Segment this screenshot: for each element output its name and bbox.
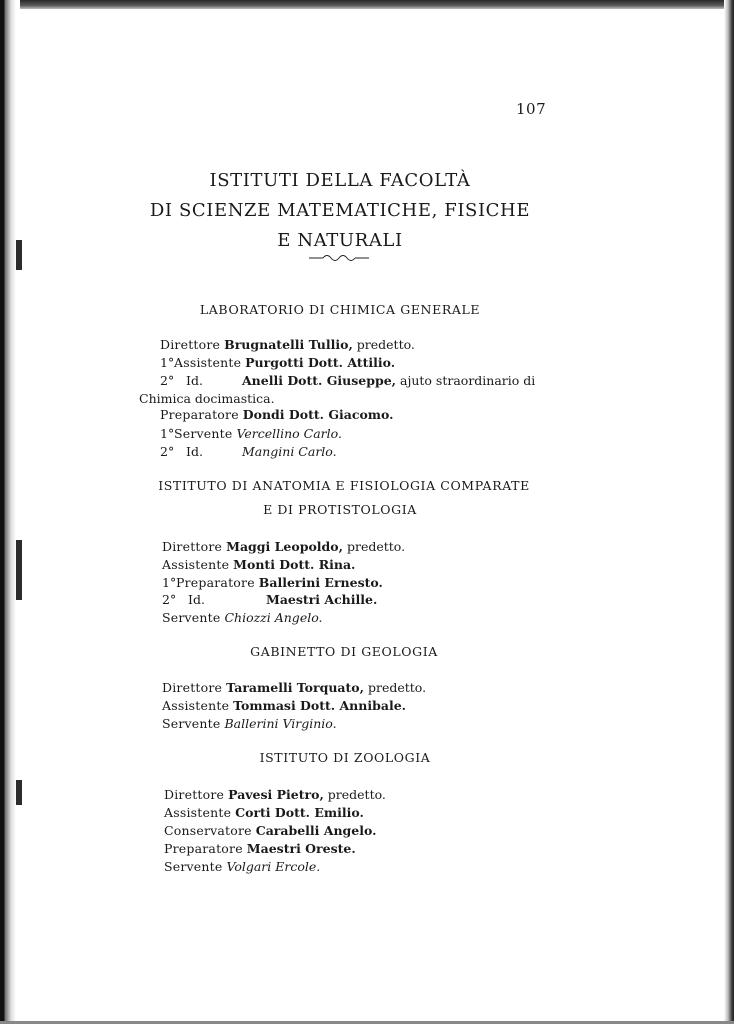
staff-entry <box>162 538 405 556</box>
role-label: Servente <box>174 426 233 441</box>
note: predetto. <box>356 337 415 352</box>
role-label: Preparatore <box>176 575 255 590</box>
staff-entry-continuation: Chimica docimastica. <box>139 391 275 406</box>
person-name: Taramelli Torquato, <box>226 680 364 695</box>
staff-entry <box>162 679 426 697</box>
role-label: Preparatore <box>164 841 243 856</box>
section-title-anatomia-sub: E DI PROTISTOLOGIA <box>263 502 417 517</box>
person-name: Ballerini Ernesto. <box>258 575 383 590</box>
staff-entry <box>164 822 376 840</box>
scan-edge-right <box>724 0 734 1024</box>
staff-entry <box>162 715 337 733</box>
role-label: Assistente <box>162 557 230 572</box>
person-name: Monti Dott. Rina. <box>233 557 356 572</box>
person-name: Purgotti Dott. Attilio. <box>245 355 396 370</box>
role-label: Servente <box>162 716 221 731</box>
ordinal: 1° <box>162 575 177 590</box>
person-name: Anelli Dott. Giuseppe, <box>241 373 397 388</box>
role-label: Direttore <box>164 787 225 802</box>
note: predetto. <box>327 787 386 802</box>
ordinal: 1° <box>160 426 175 441</box>
person-name: Chiozzi Angelo. <box>224 610 323 625</box>
title-line: E NATURALI <box>277 230 403 251</box>
person-name: Volgari Ercole. <box>226 859 321 874</box>
role-label: Servente <box>164 859 223 874</box>
title-line: ISTITUTI DELLA FACOLTÀ <box>209 170 471 191</box>
person-name: Pavesi Pietro, <box>228 787 324 802</box>
id-label: Id. <box>186 444 203 459</box>
role-label: Direttore <box>162 680 223 695</box>
staff-entry <box>160 336 415 354</box>
ordinal: 1° <box>160 355 175 370</box>
title-line: DI SCIENZE MATEMATICHE, FISICHE <box>149 200 531 221</box>
person-name: Maestri Oreste. <box>246 841 356 856</box>
scan-edge-top <box>0 0 734 9</box>
staff-entry <box>162 556 355 574</box>
ornament-divider <box>309 252 369 264</box>
person-name: Vercellino Carlo. <box>236 426 342 441</box>
staff-entry <box>162 609 323 627</box>
section-title-geologia: GABINETTO DI GEOLOGIA <box>250 644 438 659</box>
binding-mark <box>16 780 22 805</box>
staff-entry <box>164 840 356 858</box>
person-name: Ballerini Virginio. <box>224 716 337 731</box>
staff-entry <box>160 425 342 443</box>
role-label: Direttore <box>160 337 221 352</box>
staff-entry <box>162 697 406 715</box>
staff-entry <box>160 372 535 390</box>
section-title-anatomia: ISTITUTO DI ANATOMIA E FISIOLOGIA COMPARATE <box>158 478 530 493</box>
person-name: Maestri Achille. <box>265 592 378 607</box>
page-number: 107 <box>516 100 547 118</box>
role-label: Assistente <box>164 805 232 820</box>
staff-entry <box>162 591 377 609</box>
binding-mark <box>16 240 22 270</box>
binding-mark <box>16 540 22 600</box>
note: predetto. <box>367 680 427 695</box>
staff-entry <box>160 406 393 424</box>
person-name: Brugnatelli Tullio, <box>224 337 353 352</box>
role-label: Assistente <box>174 355 242 370</box>
staff-entry <box>164 858 320 876</box>
staff-entry <box>160 354 395 372</box>
person-name: Dondi Dott. Giacomo. <box>242 407 394 422</box>
person-name: Corti Dott. Emilio. <box>235 805 364 820</box>
ordinal: 2° <box>160 373 175 388</box>
person-name: Maggi Leopoldo, <box>226 539 343 554</box>
role-label: Assistente <box>162 698 230 713</box>
role-label: Direttore <box>162 539 223 554</box>
person-name: Carabelli Angelo. <box>255 823 377 838</box>
staff-entry <box>162 574 383 592</box>
note: ajuto straordinario di <box>400 373 536 388</box>
staff-entry <box>164 804 364 822</box>
note: predetto. <box>346 539 406 554</box>
role-label: Servente <box>162 610 221 625</box>
id-label: Id. <box>186 373 203 388</box>
page-title <box>120 166 560 256</box>
section-title-chimica: LABORATORIO DI CHIMICA GENERALE <box>199 302 481 317</box>
ordinal: 2° <box>162 592 177 607</box>
id-label: Id. <box>188 592 205 607</box>
person-name: Mangini Carlo. <box>241 444 337 459</box>
section-title-zoologia: ISTITUTO DI ZOOLOGIA <box>259 750 431 765</box>
person-name: Tommasi Dott. Annibale. <box>233 698 406 713</box>
role-label: Preparatore <box>160 407 239 422</box>
staff-entry <box>160 443 337 461</box>
role-label: Conservatore <box>164 823 252 838</box>
ordinal: 2° <box>160 444 175 459</box>
staff-entry <box>164 786 386 804</box>
